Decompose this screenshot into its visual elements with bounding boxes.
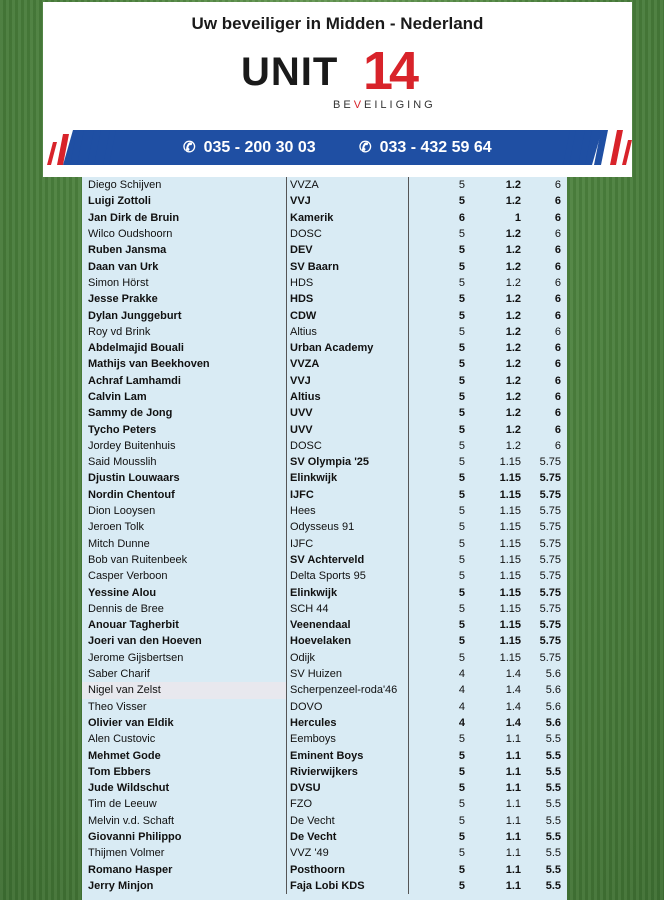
club-name: SCH 44 bbox=[287, 601, 409, 617]
value-b: 1.1 bbox=[505, 782, 521, 795]
club-name: DOSC bbox=[287, 438, 409, 454]
player-name: Dennis de Bree bbox=[88, 602, 164, 615]
unit14-logo bbox=[241, 40, 441, 120]
club-name: VVJ bbox=[287, 193, 409, 209]
value-a: 5 bbox=[409, 470, 466, 486]
club-name: Urban Academy bbox=[287, 340, 409, 356]
player-name: Dion Looysen bbox=[88, 505, 156, 518]
club-name: Eemboys bbox=[287, 731, 409, 747]
table-row bbox=[82, 487, 578, 503]
player-name: Jan Dirk de Bruin bbox=[88, 211, 180, 224]
player-name: Roy vd Brink bbox=[88, 325, 151, 338]
value-c: 5.5 bbox=[545, 765, 561, 778]
table-row bbox=[82, 829, 578, 845]
table-row bbox=[82, 405, 578, 421]
table-row bbox=[82, 845, 578, 861]
table-row bbox=[82, 324, 578, 340]
club-name: HDS bbox=[287, 291, 409, 307]
table-row bbox=[82, 307, 578, 323]
value-c: 6 bbox=[554, 309, 561, 322]
player-name: Tom Ebbers bbox=[88, 765, 151, 778]
club-name: Eminent Boys bbox=[287, 747, 409, 763]
player-name: Jesse Prakke bbox=[88, 293, 158, 306]
value-b: 1.1 bbox=[505, 847, 521, 860]
value-a: 5 bbox=[409, 633, 466, 649]
value-b: 1.1 bbox=[505, 765, 521, 778]
phone-icon: ✆ bbox=[183, 139, 196, 156]
value-c: 5.75 bbox=[539, 505, 561, 518]
table-row bbox=[82, 813, 578, 829]
value-a: 5 bbox=[409, 764, 466, 780]
value-b: 1.15 bbox=[499, 553, 521, 566]
player-name: Said Mousslih bbox=[88, 456, 157, 469]
value-c: 6 bbox=[554, 228, 561, 241]
player-name: Melvin v.d. Schaft bbox=[88, 814, 174, 827]
club-name: VVZ '49 bbox=[287, 845, 409, 861]
phone-bar bbox=[43, 130, 632, 165]
value-a: 5 bbox=[409, 389, 466, 405]
value-c: 5.5 bbox=[545, 879, 561, 892]
value-b: 1.1 bbox=[505, 798, 521, 811]
value-a: 5 bbox=[409, 878, 466, 894]
value-c: 6 bbox=[554, 423, 561, 436]
club-name: Faja Lobi KDS bbox=[287, 878, 409, 894]
value-c: 5.5 bbox=[545, 847, 561, 860]
player-name: Nordin Chentouf bbox=[88, 488, 175, 501]
value-a: 5 bbox=[409, 421, 466, 437]
player-name: Calvin Lam bbox=[88, 391, 147, 403]
player-name: Mathijs van Beekhoven bbox=[88, 358, 210, 371]
phone-icon: ✆ bbox=[359, 139, 372, 156]
value-c: 6 bbox=[554, 211, 561, 224]
table-row bbox=[82, 193, 578, 209]
player-name: Saber Charif bbox=[88, 668, 150, 681]
table-row bbox=[82, 536, 578, 552]
value-c: 5.5 bbox=[545, 814, 561, 827]
value-c: 6 bbox=[554, 260, 561, 273]
value-b: 1.2 bbox=[505, 244, 521, 257]
table-row bbox=[82, 568, 578, 584]
value-a: 5 bbox=[409, 796, 466, 812]
value-a: 5 bbox=[409, 356, 466, 372]
value-a: 5 bbox=[409, 226, 466, 242]
club-name: FZO bbox=[287, 796, 409, 812]
club-name: Hoevelaken bbox=[287, 633, 409, 649]
value-c: 5.75 bbox=[539, 456, 561, 469]
value-c: 5.6 bbox=[545, 716, 561, 729]
value-b: 1 bbox=[514, 211, 521, 224]
value-b: 1.15 bbox=[499, 472, 521, 485]
value-b: 1.4 bbox=[505, 668, 521, 681]
value-c: 5.75 bbox=[539, 570, 561, 583]
value-c: 5.75 bbox=[539, 488, 561, 501]
club-name: Altius bbox=[287, 389, 409, 405]
table-row bbox=[82, 519, 578, 535]
value-a: 5 bbox=[409, 275, 466, 291]
value-b: 1.1 bbox=[505, 733, 521, 746]
value-c: 5.5 bbox=[545, 798, 561, 811]
table-row bbox=[82, 177, 578, 193]
value-a: 5 bbox=[409, 650, 466, 666]
club-name: IJFC bbox=[287, 536, 409, 552]
value-b: 1.15 bbox=[499, 586, 521, 599]
table-row bbox=[82, 470, 578, 486]
table-row bbox=[82, 764, 578, 780]
value-b: 1.15 bbox=[499, 651, 521, 664]
value-a: 5 bbox=[409, 861, 466, 877]
table-row bbox=[82, 421, 578, 437]
value-c: 6 bbox=[554, 407, 561, 420]
value-b: 1.2 bbox=[505, 358, 521, 371]
value-b: 1.15 bbox=[499, 635, 521, 648]
player-name: Giovanni Philippo bbox=[88, 831, 182, 844]
club-name: DVSU bbox=[287, 780, 409, 796]
table-row bbox=[82, 210, 578, 226]
logo-subtitle: BEVEILIGING bbox=[333, 99, 436, 111]
club-name: Veenendaal bbox=[287, 617, 409, 633]
value-b: 1.15 bbox=[499, 619, 521, 632]
value-c: 6 bbox=[554, 391, 561, 403]
value-c: 5.5 bbox=[545, 831, 561, 844]
value-c: 5.6 bbox=[545, 700, 561, 713]
value-a: 4 bbox=[409, 666, 466, 682]
club-name: CDW bbox=[287, 307, 409, 323]
value-b: 1.1 bbox=[505, 814, 521, 827]
value-a: 5 bbox=[409, 291, 466, 307]
table-row bbox=[82, 780, 578, 796]
value-c: 5.5 bbox=[545, 733, 561, 746]
player-name: Mehmet Gode bbox=[88, 749, 161, 762]
club-name: DOSC bbox=[287, 226, 409, 242]
player-name: Daan van Urk bbox=[88, 260, 159, 273]
value-b: 1.15 bbox=[499, 456, 521, 469]
value-b: 1.2 bbox=[505, 195, 521, 208]
club-name: IJFC bbox=[287, 487, 409, 503]
club-name: Odysseus 91 bbox=[287, 519, 409, 535]
value-a: 5 bbox=[409, 552, 466, 568]
player-name: Anouar Tagherbit bbox=[88, 619, 179, 632]
value-b: 1.15 bbox=[499, 570, 521, 583]
value-a: 5 bbox=[409, 340, 466, 356]
value-a: 5 bbox=[409, 373, 466, 389]
table-row bbox=[82, 633, 578, 649]
table-row bbox=[82, 650, 578, 666]
player-name: Tim de Leeuw bbox=[88, 798, 157, 811]
table-row bbox=[82, 715, 578, 731]
value-c: 6 bbox=[554, 195, 561, 208]
value-b: 1.2 bbox=[505, 325, 521, 338]
value-a: 5 bbox=[409, 487, 466, 503]
player-name: Luigi Zottoli bbox=[88, 195, 151, 208]
table-row bbox=[82, 356, 578, 372]
table-row bbox=[82, 275, 578, 291]
club-name: UVV bbox=[287, 405, 409, 421]
value-c: 6 bbox=[554, 358, 561, 371]
value-a: 5 bbox=[409, 438, 466, 454]
club-name: Altius bbox=[287, 324, 409, 340]
value-a: 5 bbox=[409, 845, 466, 861]
value-c: 6 bbox=[554, 293, 561, 306]
table-row bbox=[82, 373, 578, 389]
table-row bbox=[82, 731, 578, 747]
value-c: 5.75 bbox=[539, 472, 561, 485]
value-c: 5.5 bbox=[545, 863, 561, 876]
value-a: 5 bbox=[409, 536, 466, 552]
player-name: Joeri van den Hoeven bbox=[88, 635, 202, 648]
table-row bbox=[82, 617, 578, 633]
table-row bbox=[82, 258, 578, 274]
value-a: 5 bbox=[409, 258, 466, 274]
player-name: Mitch Dunne bbox=[88, 537, 150, 550]
value-b: 1.1 bbox=[505, 863, 521, 876]
logo-main-text: UNIT bbox=[241, 50, 339, 94]
player-name: Djustin Louwaars bbox=[88, 472, 180, 485]
player-name: Achraf Lamhamdi bbox=[88, 374, 181, 387]
value-c: 5.75 bbox=[539, 619, 561, 632]
value-b: 1.2 bbox=[505, 407, 521, 420]
value-c: 5.6 bbox=[545, 684, 561, 697]
club-name: Delta Sports 95 bbox=[287, 568, 409, 584]
value-b: 1.2 bbox=[505, 391, 521, 403]
value-b: 1.4 bbox=[505, 700, 521, 713]
table-row bbox=[82, 226, 578, 242]
club-name: VVJ bbox=[287, 373, 409, 389]
value-a: 5 bbox=[409, 617, 466, 633]
value-a: 5 bbox=[409, 324, 466, 340]
player-name: Simon Hörst bbox=[88, 276, 149, 289]
player-name: Thijmen Volmer bbox=[88, 847, 165, 860]
value-b: 1.2 bbox=[505, 374, 521, 387]
value-a: 5 bbox=[409, 780, 466, 796]
player-name: Alen Custovic bbox=[88, 733, 156, 746]
value-a: 5 bbox=[409, 454, 466, 470]
value-a: 5 bbox=[409, 405, 466, 421]
value-c: 6 bbox=[554, 244, 561, 257]
value-b: 1.15 bbox=[499, 488, 521, 501]
table-row bbox=[82, 291, 578, 307]
club-name: DOVO bbox=[287, 699, 409, 715]
value-c: 6 bbox=[554, 342, 561, 355]
table-row bbox=[82, 682, 578, 698]
value-b: 1.2 bbox=[505, 309, 521, 322]
club-name: Hercules bbox=[287, 715, 409, 731]
value-a: 5 bbox=[409, 584, 466, 600]
player-name: Nigel van Zelst bbox=[82, 682, 287, 698]
club-name: De Vecht bbox=[287, 813, 409, 829]
table-row bbox=[82, 454, 578, 470]
club-name: DEV bbox=[287, 242, 409, 258]
value-b: 1.2 bbox=[505, 423, 521, 436]
value-b: 1.15 bbox=[499, 537, 521, 550]
player-name: Romano Hasper bbox=[88, 863, 173, 876]
value-c: 5.75 bbox=[539, 521, 561, 534]
player-name: Casper Verboon bbox=[88, 570, 168, 583]
value-a: 5 bbox=[409, 731, 466, 747]
value-b: 1.2 bbox=[505, 276, 521, 289]
value-c: 5.75 bbox=[539, 586, 561, 599]
value-b: 1.15 bbox=[499, 505, 521, 518]
table-row bbox=[82, 796, 578, 812]
club-name: Rivierwijkers bbox=[287, 764, 409, 780]
table-row bbox=[82, 584, 578, 600]
value-c: 6 bbox=[554, 439, 561, 452]
club-name: HDS bbox=[287, 275, 409, 291]
club-name: Scherpenzeel-roda'46 bbox=[287, 682, 409, 698]
value-b: 1.2 bbox=[505, 342, 521, 355]
player-name: Olivier van Eldik bbox=[88, 716, 174, 729]
value-a: 5 bbox=[409, 307, 466, 323]
player-name: Yessine Alou bbox=[88, 586, 157, 599]
value-a: 5 bbox=[409, 813, 466, 829]
value-c: 6 bbox=[554, 276, 561, 289]
table-row bbox=[82, 861, 578, 877]
value-a: 5 bbox=[409, 242, 466, 258]
banner-tagline: Uw beveiliger in Midden - Nederland bbox=[191, 14, 484, 33]
value-c: 5.5 bbox=[545, 749, 561, 762]
value-a: 5 bbox=[409, 519, 466, 535]
value-c: 6 bbox=[554, 179, 561, 192]
value-a: 4 bbox=[409, 699, 466, 715]
value-b: 1.2 bbox=[505, 228, 521, 241]
value-b: 1.2 bbox=[505, 179, 521, 192]
logo-number: 14 bbox=[363, 41, 416, 101]
stripe-decoration bbox=[43, 130, 632, 165]
club-name: Hees bbox=[287, 503, 409, 519]
value-c: 6 bbox=[554, 374, 561, 387]
value-c: 5.75 bbox=[539, 602, 561, 615]
value-b: 1.2 bbox=[505, 260, 521, 273]
player-name: Abdelmajid Bouali bbox=[88, 342, 184, 355]
club-name: Odijk bbox=[287, 650, 409, 666]
player-name: Jerry Minjon bbox=[88, 879, 154, 892]
sponsor-banner bbox=[43, 2, 632, 177]
player-name: Jude Wildschut bbox=[88, 782, 170, 795]
player-name: Jordey Buitenhuis bbox=[88, 439, 176, 452]
value-c: 5.6 bbox=[545, 668, 561, 681]
player-name: Sammy de Jong bbox=[88, 407, 173, 420]
player-name: Jerome Gijsbertsen bbox=[88, 651, 184, 664]
value-a: 6 bbox=[409, 210, 466, 226]
table-row bbox=[82, 747, 578, 763]
value-b: 1.1 bbox=[505, 749, 521, 762]
table-row bbox=[82, 340, 578, 356]
table-row bbox=[82, 389, 578, 405]
player-table bbox=[82, 177, 567, 900]
value-b: 1.15 bbox=[499, 521, 521, 534]
phone-number-1[interactable]: ✆ 035 - 200 30 03 bbox=[183, 139, 316, 156]
value-c: 5.75 bbox=[539, 553, 561, 566]
value-a: 5 bbox=[409, 568, 466, 584]
value-c: 5.75 bbox=[539, 635, 561, 648]
player-name: Diego Schijven bbox=[88, 179, 162, 192]
club-name: VVZA bbox=[287, 356, 409, 372]
table-row bbox=[82, 438, 578, 454]
player-name: Theo Visser bbox=[88, 700, 147, 713]
value-a: 5 bbox=[409, 177, 466, 193]
table-row bbox=[82, 601, 578, 617]
table-row bbox=[82, 699, 578, 715]
table-row bbox=[82, 666, 578, 682]
value-c: 5.5 bbox=[545, 782, 561, 795]
club-name: SV Baarn bbox=[287, 258, 409, 274]
table-row bbox=[82, 878, 578, 894]
club-name: VVZA bbox=[287, 177, 409, 193]
club-name: Posthoorn bbox=[287, 861, 409, 877]
value-c: 5.75 bbox=[539, 537, 561, 550]
value-a: 5 bbox=[409, 503, 466, 519]
club-name: SV Achterveld bbox=[287, 552, 409, 568]
value-a: 5 bbox=[409, 747, 466, 763]
value-a: 5 bbox=[409, 601, 466, 617]
club-name: Elinkwijk bbox=[287, 584, 409, 600]
player-name: Tycho Peters bbox=[88, 423, 157, 436]
player-name: Dylan Junggeburt bbox=[88, 309, 182, 322]
club-name: Kamerik bbox=[287, 210, 409, 226]
club-name: SV Olympia '25 bbox=[287, 454, 409, 470]
player-name: Ruben Jansma bbox=[88, 244, 167, 257]
value-b: 1.4 bbox=[505, 684, 521, 697]
table-row bbox=[82, 552, 578, 568]
value-b: 1.15 bbox=[499, 602, 521, 615]
club-name: Elinkwijk bbox=[287, 470, 409, 486]
table-row bbox=[82, 503, 578, 519]
value-a: 5 bbox=[409, 829, 466, 845]
phone-number-2[interactable]: ✆ 033 - 432 59 64 bbox=[359, 139, 492, 156]
value-b: 1.1 bbox=[505, 879, 521, 892]
player-name: Bob van Ruitenbeek bbox=[88, 553, 188, 566]
value-b: 1.2 bbox=[505, 439, 521, 452]
value-a: 4 bbox=[409, 682, 466, 698]
player-name: Jeroen Tolk bbox=[88, 521, 145, 534]
club-name: SV Huizen bbox=[287, 666, 409, 682]
club-name: De Vecht bbox=[287, 829, 409, 845]
value-c: 6 bbox=[554, 325, 561, 338]
value-b: 1.1 bbox=[505, 831, 521, 844]
value-c: 5.75 bbox=[539, 651, 561, 664]
player-name: Wilco Oudshoorn bbox=[88, 228, 173, 241]
table-row bbox=[82, 242, 578, 258]
club-name: UVV bbox=[287, 421, 409, 437]
value-a: 4 bbox=[409, 715, 466, 731]
value-a: 5 bbox=[409, 193, 466, 209]
value-b: 1.2 bbox=[505, 293, 521, 306]
value-b: 1.4 bbox=[505, 716, 521, 729]
